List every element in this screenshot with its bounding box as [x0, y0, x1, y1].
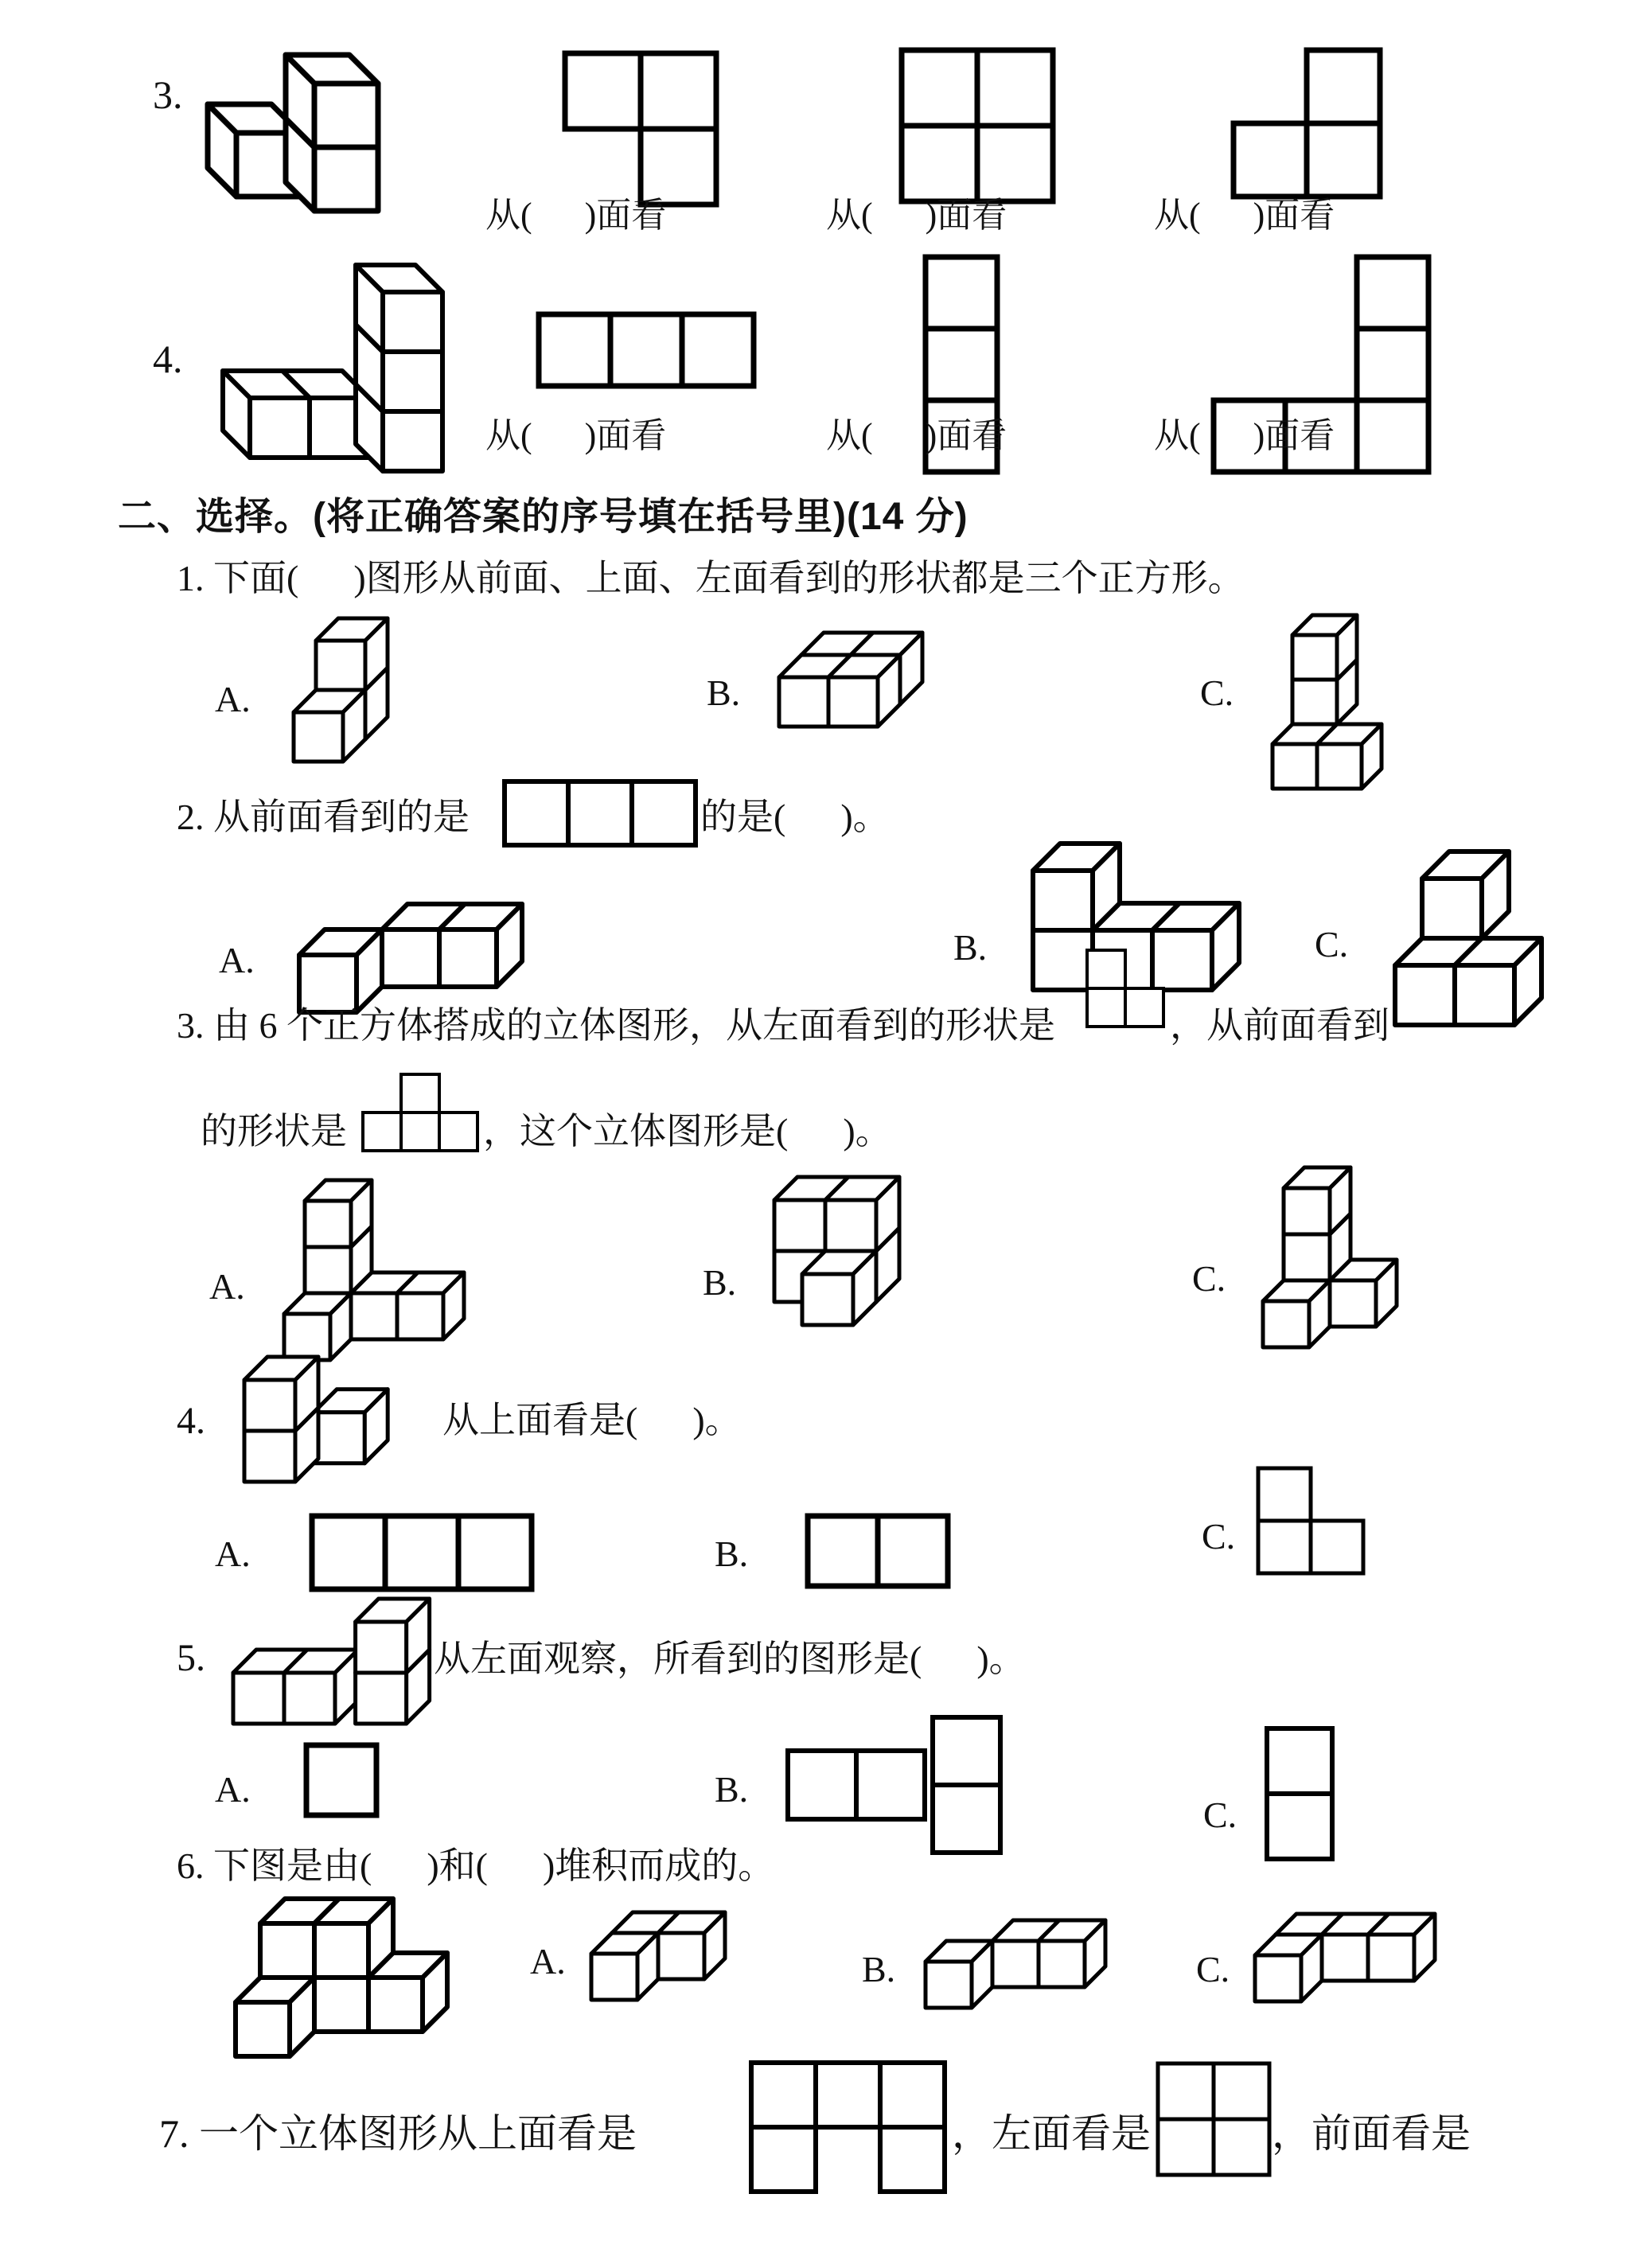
q3-option-b-label: B.	[703, 1262, 737, 1303]
q6-option-a-label: A.	[530, 1941, 566, 1982]
q6-solid-figure	[229, 1892, 454, 2063]
q7-top-view-figure	[746, 2058, 949, 2196]
q4-option-c-figure	[1254, 1464, 1367, 1577]
q5-option-c-figure	[1262, 1724, 1337, 1864]
item4-view3-caption: 从( )面看	[1154, 416, 1335, 455]
q4-number: 4.	[177, 1400, 205, 1442]
q1-option-a-figure	[288, 613, 393, 767]
q2-text-post: 的是( )。	[700, 797, 890, 837]
item3-view1-figure	[559, 48, 722, 210]
item4-number: 4.	[153, 337, 183, 381]
q3-left-view-figure	[1084, 947, 1167, 1030]
q1-option-b-label: B.	[707, 672, 741, 713]
q3-text-part1: 3. 由 6 个正方体搭成的立体图形，从左面看到的形状是	[177, 1005, 1055, 1046]
q1-option-a-label: A.	[215, 679, 251, 719]
q6-option-b-figure	[920, 1915, 1111, 2013]
q5-option-c-label: C.	[1203, 1795, 1237, 1835]
q3-option-c-label: C.	[1192, 1258, 1226, 1299]
q7-left-view-figure	[1154, 2060, 1273, 2179]
q4-text: 从上面看是( )。	[442, 1400, 742, 1440]
item3-view1-caption: 从( )面看	[485, 196, 667, 235]
section2-header: 二、选择。(将正确答案的序号填在括号里)(14 分)	[118, 496, 968, 538]
q3-option-a-figure	[279, 1175, 470, 1366]
q5-option-a-figure	[301, 1740, 382, 1821]
q1-text: 1. 下面( )图形从前面、上面、左面看到的形状都是三个正方形。	[177, 558, 1245, 598]
q2-text-pre: 2. 从前面看到的是	[177, 797, 470, 837]
item3-number: 3.	[153, 72, 183, 117]
q6-option-b-label: B.	[862, 1949, 896, 1989]
item4-view1-figure	[533, 309, 759, 392]
q3-front-view-figure	[360, 1071, 481, 1154]
q4-option-a-label: A.	[215, 1533, 251, 1574]
q5-option-b-label: B.	[715, 1769, 749, 1810]
q7-text-part1: 7. 一个立体图形从上面看是	[159, 2111, 637, 2156]
item3-view3-figure	[1228, 45, 1386, 202]
item3-view3-caption: 从( )面看	[1154, 196, 1335, 235]
q2-option-c-label: C.	[1315, 924, 1349, 964]
q5-option-a-label: A.	[215, 1769, 251, 1810]
item3-view2-figure	[896, 45, 1058, 207]
q1-option-c-figure	[1267, 610, 1387, 794]
q1-option-b-figure	[774, 627, 928, 732]
q7-text-part2: ，左面看是	[952, 2111, 1151, 2156]
q4-option-c-label: C.	[1202, 1516, 1236, 1557]
q3-option-b-figure	[769, 1171, 905, 1331]
q2-option-a-figure	[293, 898, 528, 1019]
q2-option-a-label: A.	[219, 940, 255, 980]
item3-solid-figure	[201, 48, 385, 218]
q7-text-part3: ，前面看是	[1272, 2111, 1471, 2156]
q4-solid-figure	[239, 1351, 393, 1487]
item3-view2-caption: 从( )面看	[826, 196, 1007, 235]
q3-option-c-figure	[1257, 1162, 1402, 1353]
item4-view2-caption: 从( )面看	[826, 416, 1007, 455]
q3-text-part4: ，这个立体图形是( )。	[483, 1111, 892, 1152]
q5-number: 5.	[177, 1637, 205, 1679]
item4-solid-figure	[216, 259, 449, 477]
q6-option-c-figure	[1249, 1908, 1440, 2007]
q5-option-b-column-figure	[928, 1713, 1005, 1857]
q2-inline-view-figure	[500, 777, 700, 850]
q5-text: 从左面观察，所看到的图形是( )。	[434, 1639, 1026, 1679]
q2-option-b-label: B.	[953, 927, 988, 968]
q4-option-b-label: B.	[715, 1533, 749, 1574]
q3-option-a-label: A.	[209, 1266, 245, 1307]
q6-option-a-figure	[586, 1907, 731, 2005]
q6-text: 6. 下图是由( )和( )堆积而成的。	[177, 1845, 775, 1886]
q3-text-part2: ，从前面看到	[1170, 1005, 1389, 1046]
q4-option-b-figure	[802, 1510, 953, 1592]
item4-view1-caption: 从( )面看	[485, 416, 667, 455]
q5-solid-figure	[228, 1593, 435, 1729]
q5-option-b-pair-figure	[783, 1746, 930, 1824]
q3-text-part3: 的形状是	[201, 1111, 347, 1152]
q1-option-c-label: C.	[1200, 672, 1234, 713]
q4-option-a-figure	[306, 1510, 537, 1595]
q6-option-c-label: C.	[1196, 1949, 1230, 1989]
q2-option-c-figure	[1389, 845, 1548, 1031]
